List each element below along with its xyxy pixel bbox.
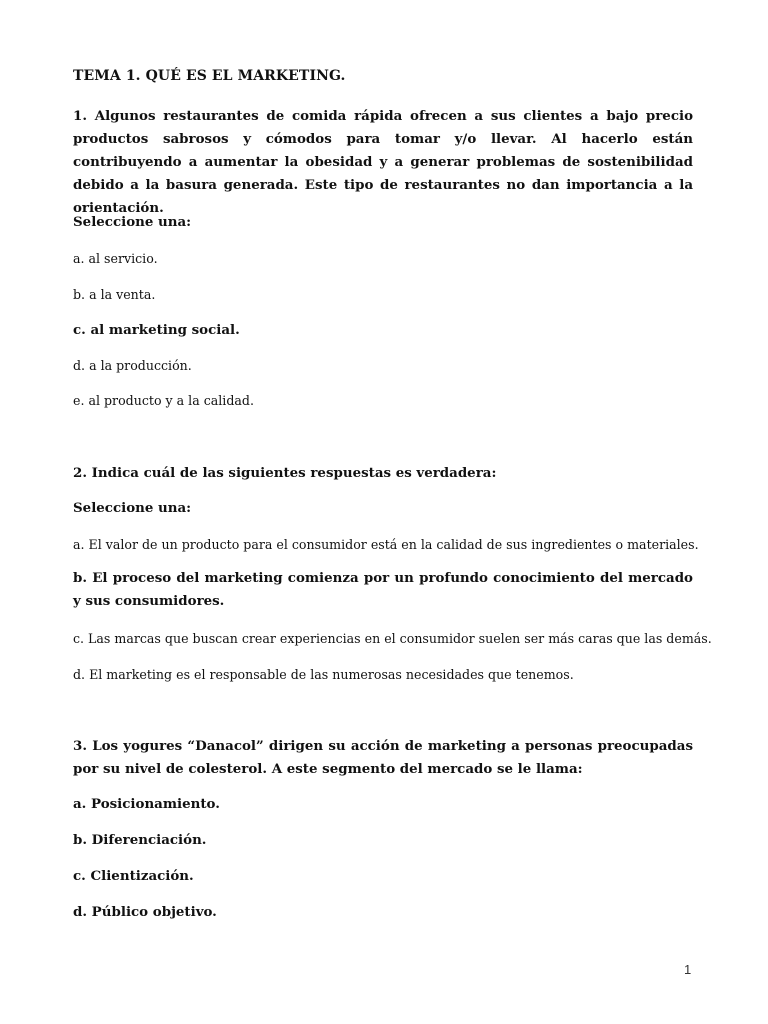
question-2-option-c: c. Las marcas que buscan crear experiencias en el consumidor suelen ser más caras que las demás. [73,631,712,646]
question-1-option-c: c. al marketing social. [73,322,240,338]
question-1-text: 1. Algunos restaurantes de comida rápida ofrecen a sus clientes a bajo precio productos sabrosos y cómodos para tomar y/o llevar. Al hacerlo están contribuyendo a aumentar la obesidad y a generar problemas de sostenibilidad debido a la basura generada. Este tipo de restaurantes no dan importancia a la orientación. [73,108,693,216]
question-2-text: 2. Indica cuál de las siguientes respuestas es verdadera: [73,465,497,481]
page-title: TEMA 1. QUÉ ES EL MARKETING. [73,68,346,84]
question-1-option-e: e. al producto y a la calidad. [73,393,254,408]
question-2-prompt: Seleccione una: [73,500,192,516]
page-number: 1 [684,962,692,977]
question-2-option-b: b. El proceso del marketing comienza por un profundo conocimiento del mercado y sus consumidores. [73,570,693,609]
question-2-option-a: a. El valor de un producto para el consumidor está en la calidad de sus ingredientes o materiales. [73,537,699,552]
question-1-option-a: a. al servicio. [73,251,158,266]
question-3-text: 3. Los yogures “Danacol” dirigen su acción de marketing a personas preocupadas por su nivel de colesterol. A este segmento del mercado se le llama: [73,738,693,777]
question-1-option-b: b. a la venta. [73,287,156,302]
question-1-option-d: d. a la producción. [73,358,192,373]
question-3-option-a: a. Posicionamiento. [73,796,220,812]
question-1-prompt: Seleccione una: [73,214,192,230]
question-3-option-d: d. Público objetivo. [73,904,217,920]
question-2-option-d: d. El marketing es el responsable de las numerosas necesidades que tenemos. [73,667,574,682]
question-3-option-b: b. Diferenciación. [73,832,207,848]
question-3-option-c: c. Clientización. [73,868,194,884]
